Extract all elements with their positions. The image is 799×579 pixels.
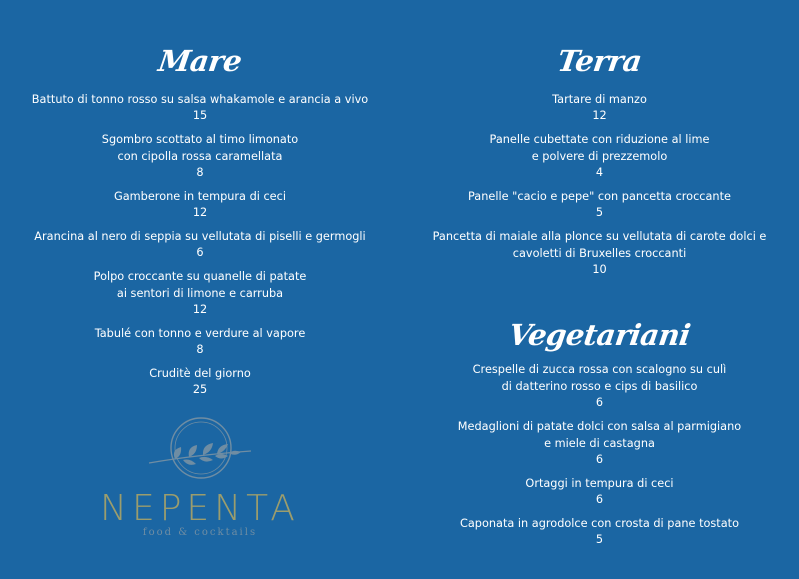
menu-item-name: Arancina al nero di seppia su vellutata di piselli e germogli — [34, 230, 366, 243]
menu-column-right — [400, 0, 799, 548]
menu-item — [400, 361, 799, 411]
menu-item-name: Tabulé con tonno e verdure al vapore — [94, 327, 306, 340]
menu-item — [0, 228, 400, 261]
menu-item-name: Polpo croccante su quanelle di patate ai sentori di limone e carruba — [93, 270, 307, 300]
menu-item-price: 5 — [595, 206, 604, 219]
menu-item-price: 6 — [196, 246, 204, 259]
menu-item-name: Gamberone in tempura di ceci — [114, 190, 286, 203]
menu-item-name: Battuto di tonno rosso su salsa whakamole e arancia a vivo — [31, 93, 369, 106]
menu-item-price: 12 — [192, 206, 208, 219]
menu-item-name: Cruditè del giorno — [149, 367, 251, 380]
menu-item-price: 4 — [595, 166, 604, 179]
logo-wordmark: NEPENTA — [100, 488, 300, 529]
menu-item — [0, 268, 400, 318]
menu-item — [0, 131, 400, 181]
vegetariani-item-list — [400, 361, 799, 548]
menu-item — [0, 325, 400, 358]
section-title-terra: Terra — [555, 44, 644, 78]
logo-tagline: food & cocktails — [142, 527, 258, 538]
menu-item — [400, 188, 799, 221]
menu-item — [0, 91, 400, 124]
menu-item-name: Pancetta di maiale alla plonce su vellutata di carote dolci e cavoletti di Bruxelles croccanti — [432, 230, 767, 260]
menu-item-price: 8 — [196, 166, 204, 179]
menu-item-price: 6 — [595, 453, 604, 466]
menu-item — [0, 365, 400, 398]
menu-item-price: 8 — [196, 343, 204, 356]
menu-item — [400, 418, 799, 468]
menu-item — [400, 228, 799, 278]
menu-item-price: 5 — [595, 533, 604, 546]
menu-item-name: Sgombro scottato al timo limonato con cipolla rossa caramellata — [101, 133, 299, 163]
menu-item — [400, 131, 799, 181]
menu-item-price: 6 — [595, 396, 604, 409]
menu-item — [400, 475, 799, 508]
menu-item — [400, 515, 799, 548]
menu-item-price: 6 — [595, 493, 604, 506]
menu-item-name: Crespelle di zucca rossa con scalogno su culì di datterino rosso e cips di basilico — [472, 363, 727, 393]
nepenta-logo — [100, 415, 300, 538]
terra-item-list — [400, 91, 799, 278]
menu-item-price: 10 — [592, 263, 607, 276]
menu-item-name: Tartare di manzo — [552, 93, 647, 106]
menu-item-price: 12 — [592, 109, 607, 122]
menu-item — [0, 188, 400, 221]
menu-item-name: Panelle cubettate con riduzione al lime e polvere di prezzemolo — [489, 133, 710, 163]
menu-item-price: 12 — [192, 303, 208, 316]
menu-column-left — [0, 0, 400, 398]
menu-item — [400, 91, 799, 124]
section-title-vegetariani: Vegetariani — [506, 318, 693, 352]
menu-item-name: Medaglioni di patate dolci con salsa al parmigiano e miele di castagna — [457, 420, 742, 450]
menu-item-price: 15 — [192, 109, 208, 122]
mare-item-list — [0, 91, 400, 398]
menu-item-name: Ortaggi in tempura di ceci — [525, 477, 674, 490]
section-title-mare: Mare — [156, 44, 244, 78]
olive-branch-icon — [145, 415, 255, 481]
menu-item-name: Panelle "cacio e pepe" con pancetta croccante — [468, 190, 731, 203]
menu-item-name: Caponata in agrodolce con crosta di pane tostato — [459, 517, 740, 530]
menu-item-price: 25 — [192, 383, 208, 396]
